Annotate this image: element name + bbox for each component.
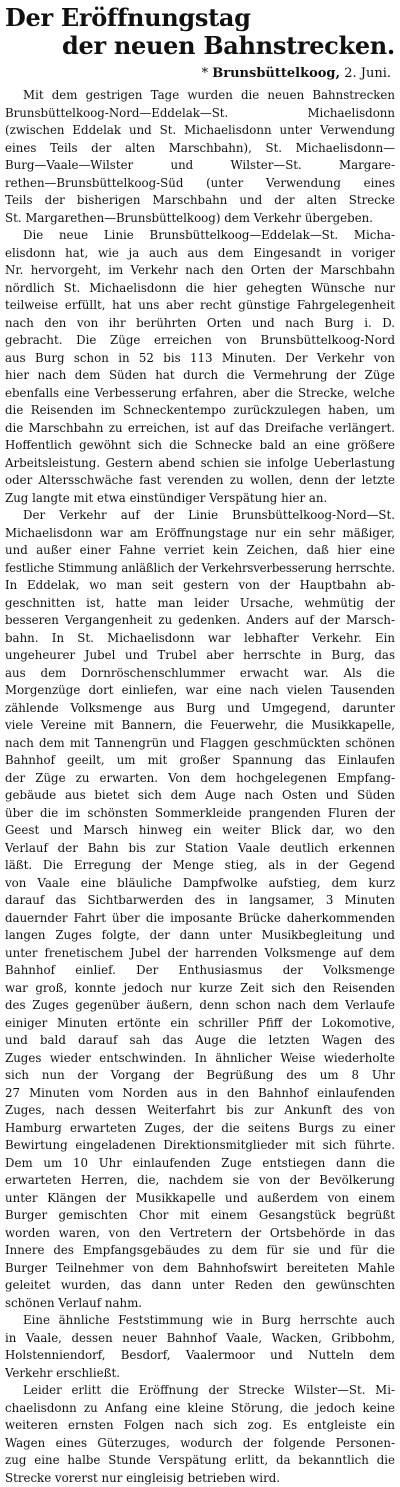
text-line: Wagen eines Güterzuges, wodurch der folgende Personen- [5,1435,395,1453]
text-line: und bald darauf sah das Auge die letzten Wagen des [5,1032,395,1050]
paragraph [5,1382,395,1487]
text-line: nach den von ihr berührten Orten und nach Burg i. D. [5,315,395,333]
text-line: Burger gemischten Chor mit einem Gesangstück begrüßt [5,1207,395,1225]
text-line: schönen Verlauf nahm. [5,1295,395,1313]
text-line: Bahnhof einlief. Der Enthusiasmus der Volksmenge [5,962,395,980]
text-line: ungeheurer Jubel und Trubel aber herrschte in Burg, das [5,647,395,665]
text-line: langen Zuges folgte, der dann unter Musikbegleitung und [5,927,395,945]
paragraph [5,507,395,1312]
text-line: in Vaale, dessen neuer Bahnhof Vaale, Wacken, Gribbohm, [5,1330,395,1348]
text-line: Zuges, nach dessen Weiterfahrt bis zur Ankunft des von [5,1102,395,1120]
text-line: teilweise erfüllt, hat uns aber recht günstige Fahrgelegenheit [5,297,395,315]
text-line: darauf das Sichtbarwerden des in langsamer, 3 Minuten [5,892,395,910]
text-line: dauernder Fahrt über die imposante Brücke daherkommenden [5,910,395,928]
dateline-date: 2. Juni. [344,66,391,81]
text-line: Bahnhof geeilt, um mit großer Spannung das Einlaufen [5,752,395,770]
text-line: Michaelisdonn war am Eröffnungstage nur ein sehr mäßiger, [5,525,395,543]
text-line: Burg—Vaale—Wilster und Wilster—St. Margare- [5,157,395,175]
text-line: oder Altersschwäche fast verenden zu wollen, denn der letzte [5,472,395,490]
text-line: Hamburg erwarteten Zuges, der die seitens Burgs zu einer [5,1120,395,1138]
text-line: Brunsbüttelkoog-Nord—Eddelak—St. Michaelisdonn [5,105,395,123]
text-line: die Reisenden im Schneckentempo zurückzulegen haben, um [5,402,395,420]
paragraph [5,87,395,227]
text-line: Verkehr erschließt. [5,1365,395,1383]
text-line: rethen—Brunsbüttelkoog-Süd (unter Verwendung eines [5,175,395,193]
text-line: nördlich St. Michaelisdonn die hier gehegten Wünsche nur [5,280,395,298]
text-line: hier nach dem Süden hat durch die Vermehrung der Züge [5,367,395,385]
text-line: bahn. In St. Michaelisdonn war lebhafter Verkehr. Ein [5,630,395,648]
text-line: St. Margarethen—Brunsbüttelkoog) dem Verkehr übergeben. [5,210,395,228]
dateline [5,65,391,83]
paragraph [5,227,395,507]
text-line: chaelisdonn zu Anfang eine kleine Störung, die jedoch keine [5,1400,395,1418]
text-line: Verlauf der Bahn bis zur Station Vaale deutlich erkennen [5,840,395,858]
text-line: von Vaale eine bläuliche Dampfwolke aufstieg, dem kurz [5,875,395,893]
text-line: der Züge zu erwarten. Von dem hochgelegenen Empfang- [5,770,395,788]
text-line: aus Burg schon in 52 bis 113 Minuten. Der Verkehr von [5,350,395,368]
text-line: Holstenniendorf, Besdorf, Vaalermoor und Nutteln dem [5,1347,395,1365]
text-line: Zug langte mit etwa einstündiger Verspätung hier an. [5,490,395,508]
text-line: geleitet wurden, das dann unter Reden den gewünschten [5,1277,395,1295]
text-line: geschnitten ist, hatte man leider Ursache, wehmütig der [5,595,395,613]
text-line: unter Klängen der Musikkapelle und außerdem von einem [5,1190,395,1208]
text-line: des Zuges gegenüber äußern, denn schon nach dem Verlaufe [5,997,395,1015]
text-line: einiger Minuten ertönte ein schriller Pfiff der Lokomotive, [5,1015,395,1033]
dateline-marker: * [202,66,209,81]
text-line: Dem um 10 Uhr einlaufenden Zuge entstiegen dann die [5,1155,395,1173]
text-line: Mit dem gestrigen Tage wurden die neuen Bahnstrecken [5,87,395,105]
paragraph [5,1312,395,1382]
text-line: Zuges wieder entschwinden. In ähnlicher Weise wiederholte [5,1050,395,1068]
text-line: Teils der bisherigen Marschbahn und der alten Strecke [5,192,395,210]
text-line: Arbeitsleistung. Gestern abend schien sie infolge Ueberlastung [5,455,395,473]
text-line: sich nun der Vorgang der Begrüßung des um 8 Uhr [5,1067,395,1085]
text-line: Leider erlitt die Eröffnung der Strecke Wilster—St. Mi- [5,1382,395,1400]
text-line: Innere des Empfangsgebäudes zu dem für sie und für die [5,1242,395,1260]
text-line: läßt. Die Erregung der Menge stieg, als in der Gegend [5,857,395,875]
text-line: war groß, konnte jedoch nur kurze Zeit sich den Reisenden [5,980,395,998]
headline [5,4,395,60]
text-line: unter frenetischem Jubel der harrenden Volksmenge auf dem [5,945,395,963]
text-line: weiteren ernsten Folgen nach sich zog. Es entgleiste ein [5,1417,395,1435]
text-line: Die neue Linie Brunsbüttelkoog—Eddelak—St. Micha- [5,227,395,245]
text-line: eines Teils der alten Marschbahn), St. Michaelisdonn— [5,140,395,158]
text-line: In Eddelak, wo man seit gestern von der Hauptbahn ab- [5,577,395,595]
text-line: Eine ähnliche Feststimmung wie in Burg herrschte auch [5,1312,395,1330]
text-line: erwarteten Herren, die, nachdem sie von der Bevölkerung [5,1172,395,1190]
text-line: nach dem mit Tannengrün und Flaggen geschmückten schönen [5,735,395,753]
text-line: und außer einer Fahne verriet kein Zeichen, daß hier eine [5,542,395,560]
text-line: zug eine halbe Stunde Verspätung erlitt, da bekanntlich die [5,1452,395,1470]
text-line: gebracht. Die Züge erreichen von Brunsbüttelkoog-Nord [5,332,395,350]
text-line: aus dem Dornröschenschlummer erwacht war. Als die [5,665,395,683]
article-body [5,87,395,1487]
text-line: gebäude aus bietet sich dem Auge nach Osten und Süden [5,787,395,805]
text-line: besseren Vergangenheit zu gedenken. Anders auf der Marsch- [5,612,395,630]
headline-line-2: der neuen Bahnstrecken. [5,32,395,60]
text-line: worden waren, von den Vertretern der Ortsbehörde in das [5,1225,395,1243]
text-line: Bewirtung eingeladenen Direktionsmitglieder mit sich führte. [5,1137,395,1155]
text-line: (zwischen Eddelak und St. Michaelisdonn unter Verwendung [5,122,395,140]
dateline-place: Brunsbüttelkoog, [212,66,340,81]
text-line: die Marschbahn zu erreichen, ist auf das Dreifache verlängert. [5,420,395,438]
text-line: Geest und Marsch hinweg ein weiter Blick dar, wo den [5,822,395,840]
text-line: Strecke vorerst nur eingleisig betrieben wird. [5,1470,395,1487]
text-line: Morgenzüge dort einliefen, war eine nach vielen Tausenden [5,682,395,700]
text-line: elisdonn hat, wie ja auch aus dem Eingesandt in voriger [5,245,395,263]
text-line: zählende Volksmenge aus Burg und Umgegend, darunter [5,700,395,718]
text-line: ebenfalls eine Verbesserung erfahren, aber die Strecke, welche [5,385,395,403]
text-line: festliche Stimmung anläßlich der Verkehrsverbesserung herrschte. [5,560,395,578]
text-line: viele Vereine mit Bannern, die Feuerwehr, die Musikkapelle, [5,717,395,735]
text-line: Hoffentlich gewöhnt sich die Schnecke bald an eine größere [5,437,395,455]
headline-line-1: Der Eröffnungstag [5,4,395,32]
text-line: Burger Teilnehmer von dem Bahnhofswirt bereiteten Mahle [5,1260,395,1278]
text-line: Der Verkehr auf der Linie Brunsbüttelkoog-Nord—St. [5,507,395,525]
text-line: Nr. hervorgeht, im Verkehr nach den Orten der Marschbahn [5,262,395,280]
text-line: 27 Minuten vom Norden aus in den Bahnhof einlaufenden [5,1085,395,1103]
text-line: über die im schönsten Sommerkleide prangenden Fluren der [5,805,395,823]
